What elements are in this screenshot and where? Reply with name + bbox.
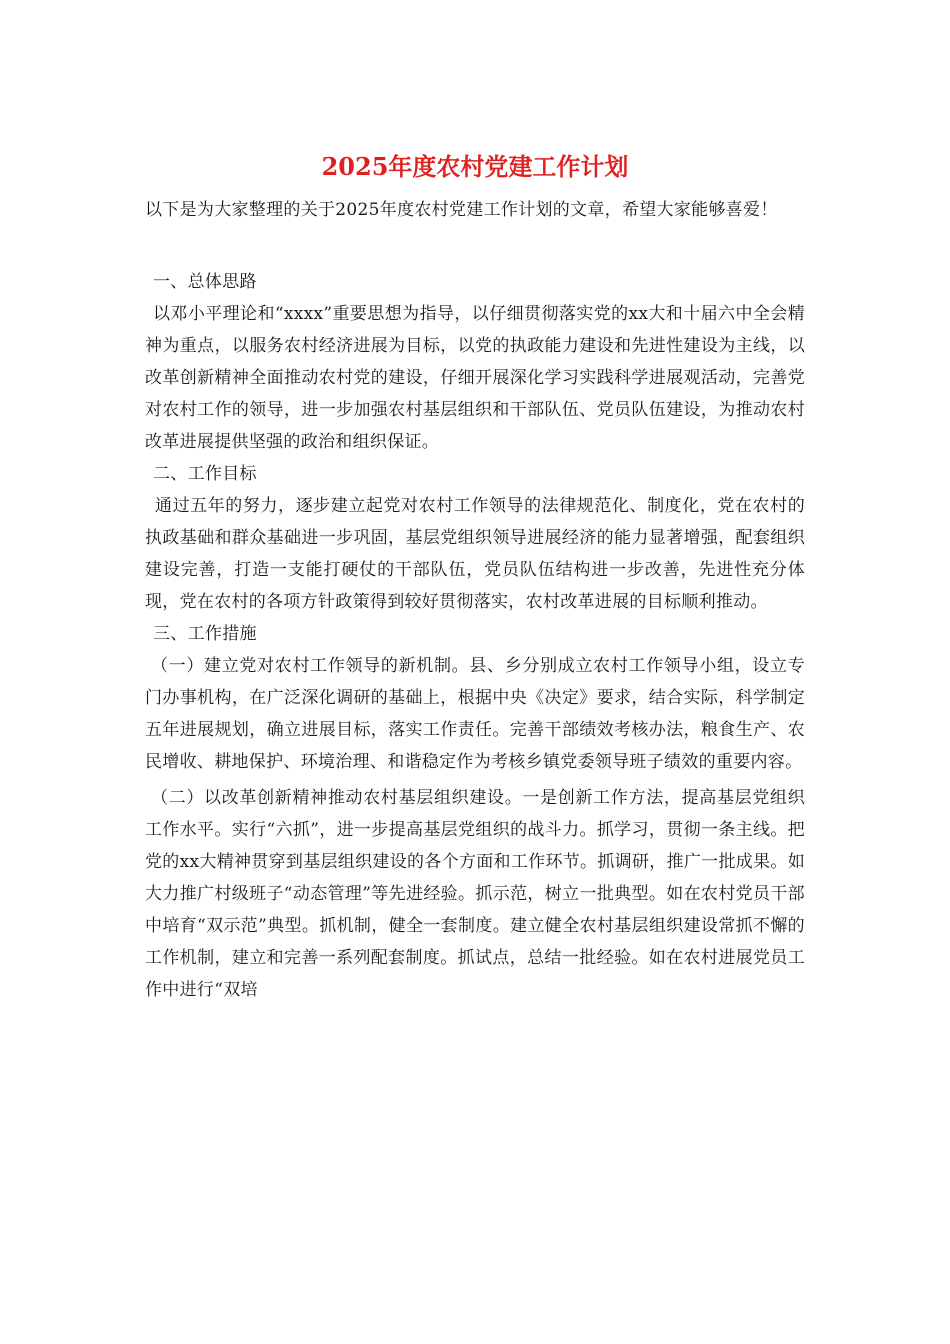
document-body [145,194,805,1006]
document-title: 2025年度农村党建工作计划 [321,152,629,181]
section-1-paragraph-1: 以邓小平理论和“xxxx”重要思想为指导，以仔细贯彻落实党的xx大和十届六中全会精神为重点，以服务农村经济进展为目标，以党的执政能力建设和先进性建设为主线，以改革创新精神全面推动农村党的建设，仔细开展深化学习实践科学进展观活动，完善党对农村工作的领导，进一步加强农村基层组织和干部队伍、党员队伍建设，为推动农村改革进展提供坚强的政治和组织保证。 [145,304,805,452]
section-3-paragraph-2: （二）以改革创新精神推动农村基层组织建设。一是创新工作方法，提高基层党组织工作水平。实行“六抓”，进一步提高基层党组织的战斗力。抓学习，贯彻一条主线。把党的xx大精神贯穿到基层组织建设的各个方面和工作环节。抓调研，推广一批成果。如大力推广村级班子“动态管理”等先进经验。抓示范，树立一批典型。如在农村党员干部中培育“双示范”典型。抓机制，健全一套制度。建立健全农村基层组织建设常抓不懈的工作机制，建立和完善一系列配套制度。抓试点，总结一批经验。如在农村进展党员工作中进行“双培 [145,788,805,1000]
section-heading-1: 一、总体思路 [153,272,257,292]
intro-paragraph: 以下是为大家整理的关于2025年度农村党建工作计划的文章，希望大家能够喜爱！ [145,200,778,220]
section-2-paragraph-1: 通过五年的努力，逐步建立起党对农村工作领导的法律规范化、制度化，党在农村的执政基础和群众基础进一步巩固，基层党组织领导进展经济的能力显著增强，配套组织建设完善，打造一支能打硬仗的干部队伍，党员队伍结构进一步改善，先进性充分体现，党在农村的各项方针政策得到较好贯彻落实，农村改革进展的目标顺利推动。 [145,496,805,612]
section-heading-2: 二、工作目标 [153,464,257,484]
section-3-paragraph-1: （一）建立党对农村工作领导的新机制。县、乡分别成立农村工作领导小组，设立专门办事机构，在广泛深化调研的基础上，根据中央《决定》要求，结合实际，科学制定五年进展规划，确立进展目标，落实工作责任。完善干部绩效考核办法，粮食生产、农民增收、耕地保护、环境治理、和谐稳定作为考核乡镇党委领导班子绩效的重要内容。 [145,656,805,772]
section-heading-3: 三、工作措施 [153,624,257,644]
